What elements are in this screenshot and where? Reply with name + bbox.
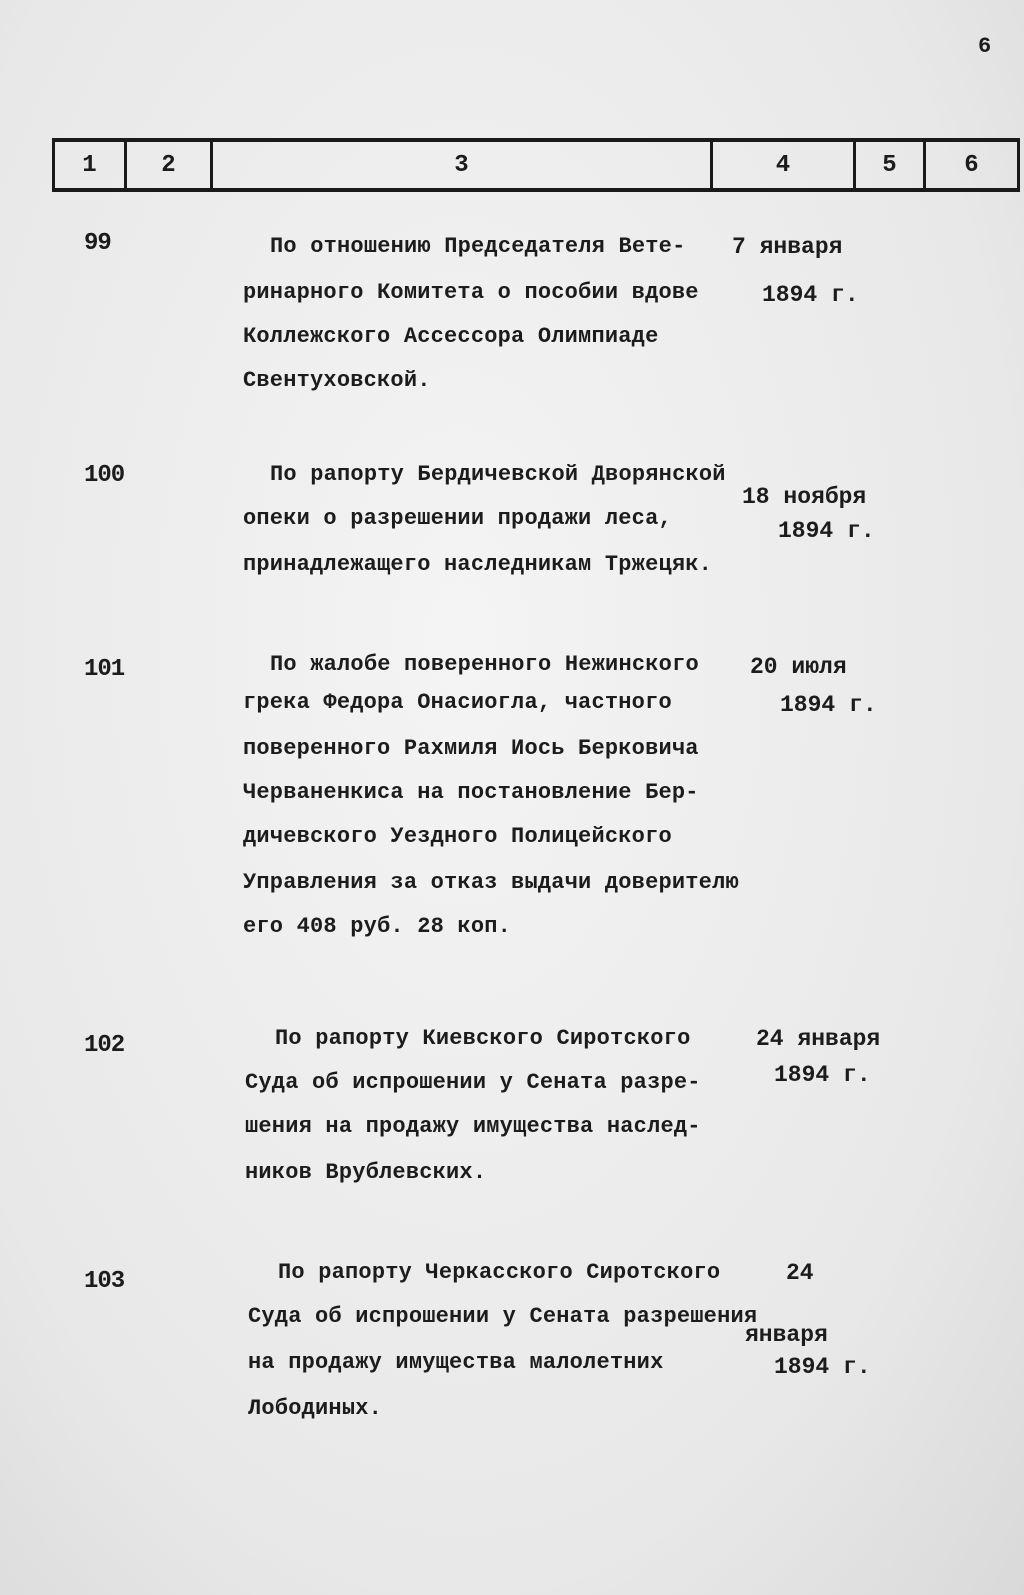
entry-text-line: дичевского Уездного Полицейского xyxy=(243,824,672,849)
entry-date-line: января xyxy=(745,1322,828,1348)
column-header-5: 5 xyxy=(853,142,923,188)
column-header-row xyxy=(52,138,1020,192)
entry-text-line: Черваненкиса на постановление Бер- xyxy=(243,780,699,805)
column-header-2: 2 xyxy=(124,142,210,188)
entry-date-line: 1894 г. xyxy=(762,282,859,308)
entry-date-line: 24 января xyxy=(756,1026,881,1052)
entry-text-line: Управления за отказ выдачи доверителю xyxy=(243,870,739,895)
entry-date-line: 20 июля xyxy=(750,654,847,680)
column-header-4: 4 xyxy=(710,142,853,188)
entry-text-line: По рапорту Бердичевской Дворянской xyxy=(270,462,726,487)
entry-text-line: Суда об испрошении у Сената разре- xyxy=(245,1070,701,1095)
entry-number: 102 xyxy=(84,1032,125,1059)
entry-text-line: По жалобе поверенного Нежинского xyxy=(270,652,699,677)
entry-text-line: По рапорту Черкасского Сиротского xyxy=(278,1260,721,1285)
entry-text-line: ринарного Комитета о пособии вдове xyxy=(243,280,699,305)
entry-text-line: его 408 руб. 28 коп. xyxy=(243,914,512,939)
entry-number: 103 xyxy=(84,1268,125,1295)
entry-number: 101 xyxy=(84,656,125,683)
entry-text-line: По рапорту Киевского Сиротского xyxy=(275,1026,691,1051)
entry-text-line: Свентуховской. xyxy=(243,368,431,393)
entry-text-line: на продажу имущества малолетних xyxy=(248,1350,664,1375)
column-header-3: 3 xyxy=(210,142,710,188)
entry-number: 100 xyxy=(84,462,125,489)
entry-text-line: Лободиных. xyxy=(248,1396,383,1421)
column-header-6: 6 xyxy=(923,142,1020,188)
entry-date-line: 1894 г. xyxy=(780,692,877,718)
entry-date-line: 18 ноября xyxy=(742,484,867,510)
entry-text-line: грека Федора Онасиогла, частного xyxy=(243,690,672,715)
entry-date-line: 7 января xyxy=(732,234,843,260)
entry-text-line: опеки о разрешении продажи леса, xyxy=(243,506,672,531)
entry-text-line: поверенного Рахмиля Иось Берковича xyxy=(243,736,699,761)
entry-text-line: шения на продажу имущества наслед- xyxy=(245,1114,701,1139)
entry-text-line: принадлежащего наследникам Тржецяк. xyxy=(243,552,713,577)
entry-number: 99 xyxy=(84,230,111,257)
entry-date-line: 1894 г. xyxy=(774,1354,871,1380)
entry-date-line: 1894 г. xyxy=(778,518,875,544)
entry-date-line: 1894 г. xyxy=(774,1062,871,1088)
entry-date-line: 24 xyxy=(786,1260,814,1286)
column-header-1: 1 xyxy=(52,142,124,188)
entry-text-line: По отношению Председателя Вете- xyxy=(270,234,686,259)
entry-text-line: Коллежского Ассессора Олимпиаде xyxy=(243,324,659,349)
page-number: 6 xyxy=(978,34,992,59)
entry-text-line: Суда об испрошении у Сената разрешения xyxy=(248,1304,758,1329)
entry-text-line: ников Врублевских. xyxy=(245,1160,487,1185)
